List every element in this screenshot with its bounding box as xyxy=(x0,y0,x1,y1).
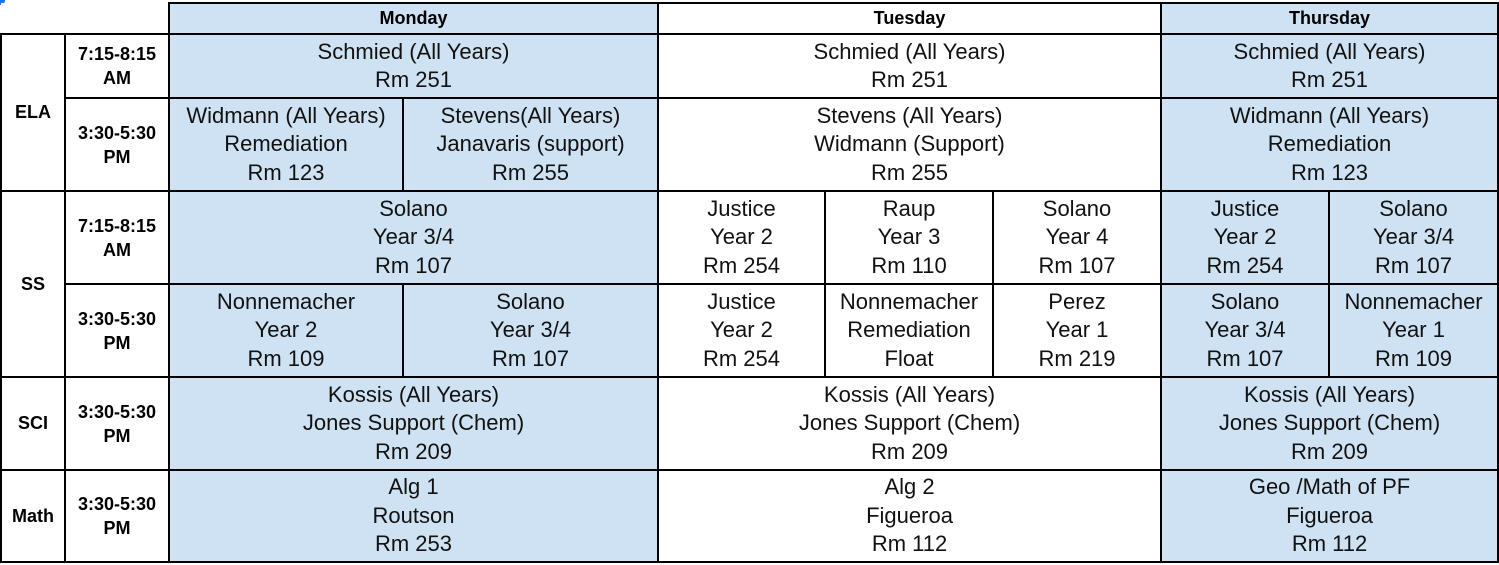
cell-line: Alg 2 xyxy=(884,474,935,500)
time-period: AM xyxy=(103,239,131,260)
time-slot xyxy=(65,34,169,98)
cell-line: Rm 253 xyxy=(374,531,453,557)
cell-line: Rm 112 xyxy=(1291,531,1368,557)
session-cell[interactable] xyxy=(169,284,403,377)
cell-line: Janavaris (support) xyxy=(436,131,625,157)
cell-line: Rm 107 xyxy=(1038,252,1116,278)
cell-line: Rm 251 xyxy=(871,67,949,92)
cell-line: Solano xyxy=(496,288,565,314)
subject-math: Math xyxy=(1,470,65,562)
cell-line: Year 2 xyxy=(710,317,773,343)
cell-line: Solano xyxy=(1042,195,1112,221)
cell-line: Rm 254 xyxy=(702,345,781,371)
cell-line: Rm 107 xyxy=(491,345,570,371)
session-cell[interactable] xyxy=(1161,34,1498,98)
session-cell[interactable] xyxy=(169,34,658,98)
cell-line: Rm 209 xyxy=(1291,438,1369,464)
subject-sci: SCI xyxy=(1,377,65,470)
session-cell[interactable] xyxy=(658,377,1161,470)
time-period: AM xyxy=(103,68,131,88)
header-corner xyxy=(1,3,169,34)
session-cell[interactable] xyxy=(1161,98,1498,191)
cell-line: Rm 209 xyxy=(374,438,453,464)
cell-line: Year 2 xyxy=(254,317,318,343)
cell-line: Schmied (All Years) xyxy=(1233,38,1426,64)
cell-line: Rm 109 xyxy=(1375,345,1453,371)
cell-line: Geo /Math of PF xyxy=(1248,474,1411,500)
header-thursday: Thursday xyxy=(1161,3,1498,34)
session-cell[interactable] xyxy=(658,470,1161,562)
cell-line: Solano xyxy=(379,195,448,221)
session-cell[interactable] xyxy=(825,191,993,284)
cell-line: Schmied (All Years) xyxy=(813,38,1006,64)
time-range: 7:15-8:15 xyxy=(77,44,157,64)
cell-line: Nonnemacher xyxy=(839,288,979,314)
cell-line: Year 3/4 xyxy=(1372,224,1455,250)
cell-line: Rm 219 xyxy=(1038,345,1116,371)
time-slot xyxy=(65,470,169,562)
table-row xyxy=(1,98,1498,191)
cell-line: Rm 123 xyxy=(247,159,325,185)
cell-line: Remediation xyxy=(224,131,348,157)
cell-line: Year 3 xyxy=(877,224,941,250)
cell-line: Remediation xyxy=(847,317,971,343)
cell-line: Year 3/4 xyxy=(1204,317,1286,343)
session-cell[interactable] xyxy=(658,284,825,377)
cell-line: Stevens(All Years) xyxy=(440,102,621,128)
cell-line: Justice xyxy=(707,288,776,314)
time-range: 3:30-5:30 xyxy=(77,122,157,143)
session-cell[interactable] xyxy=(169,470,658,562)
cell-line: Year 3/4 xyxy=(372,224,455,250)
cell-line: Alg 1 xyxy=(388,474,439,500)
session-cell[interactable] xyxy=(1161,377,1498,470)
cell-line: Year 1 xyxy=(1045,317,1109,343)
time-slot xyxy=(65,98,169,191)
cell-line: Rm 251 xyxy=(1291,67,1369,92)
table-row xyxy=(1,34,1498,98)
cell-line: Rm 255 xyxy=(871,159,949,185)
time-period: PM xyxy=(103,146,131,167)
time-slot xyxy=(65,284,169,377)
cell-line: Rm 112 xyxy=(871,531,948,557)
session-cell[interactable] xyxy=(403,284,658,377)
cell-line: Rm 255 xyxy=(491,159,570,185)
cell-line: Schmied (All Years) xyxy=(317,38,510,64)
cell-line: Year 1 xyxy=(1382,317,1445,343)
header-tuesday: Tuesday xyxy=(658,3,1161,34)
cell-line: Jones Support (Chem) xyxy=(1218,410,1441,436)
cell-line: Nonnemacher xyxy=(216,288,356,314)
cell-line: Routson xyxy=(372,502,455,528)
time-period: PM xyxy=(103,425,131,446)
cell-line: Float xyxy=(884,345,934,371)
cell-line: Rm 107 xyxy=(374,252,453,278)
schedule-table xyxy=(0,2,1499,563)
cell-line: Rm 209 xyxy=(871,438,949,464)
subject-ela: ELA xyxy=(1,34,65,191)
session-cell[interactable] xyxy=(1161,470,1498,562)
time-range: 3:30-5:30 xyxy=(77,308,157,329)
cell-line: Figueroa xyxy=(866,502,953,528)
cell-line: Rm 254 xyxy=(702,252,781,278)
header-row xyxy=(1,3,1498,34)
session-cell[interactable] xyxy=(1329,284,1498,377)
session-cell[interactable] xyxy=(1161,191,1329,284)
cell-line: Kossis (All Years) xyxy=(823,381,996,407)
cell-line: Year 2 xyxy=(710,224,773,250)
cell-line: Rm 107 xyxy=(1375,252,1453,278)
time-range: 7:15-8:15 xyxy=(77,215,157,236)
time-period: PM xyxy=(103,332,131,353)
cell-line: Year 2 xyxy=(1213,224,1277,250)
table-row xyxy=(1,284,1498,377)
cell-line: Widmann (All Years) xyxy=(186,102,386,128)
session-cell[interactable] xyxy=(169,191,658,284)
table-row xyxy=(1,191,1498,284)
session-cell[interactable] xyxy=(169,98,403,191)
cell-line: Rm 251 xyxy=(374,67,453,92)
cell-line: Rm 110 xyxy=(871,252,947,278)
cell-line: Raup xyxy=(882,195,936,221)
cell-line: Rm 254 xyxy=(1206,252,1284,278)
table-row xyxy=(1,377,1498,470)
cell-line: Figueroa xyxy=(1286,502,1373,528)
time-period: PM xyxy=(103,518,131,538)
cell-line: Kossis (All Years) xyxy=(327,381,500,407)
cell-line: Solano xyxy=(1210,288,1280,314)
cell-line: Year 4 xyxy=(1045,224,1109,250)
session-cell[interactable] xyxy=(993,284,1161,377)
time-range: 3:30-5:30 xyxy=(77,401,157,422)
cell-line: Stevens (All Years) xyxy=(816,102,1003,128)
session-cell[interactable] xyxy=(825,284,993,377)
session-cell[interactable] xyxy=(993,191,1161,284)
cell-line: Solano xyxy=(1379,195,1448,221)
session-cell[interactable] xyxy=(658,34,1161,98)
time-slot xyxy=(65,377,169,470)
cell-line: Justice xyxy=(707,195,776,221)
cell-line: Rm 107 xyxy=(1206,345,1284,371)
cell-line: Kossis (All Years) xyxy=(1243,381,1416,407)
cell-line: Year 3/4 xyxy=(489,317,572,343)
cell-line: Justice xyxy=(1210,195,1280,221)
cell-line: Remediation xyxy=(1267,131,1392,157)
cell-line: Nonnemacher xyxy=(1344,288,1483,314)
session-cell[interactable] xyxy=(658,191,825,284)
header-monday: Monday xyxy=(169,3,658,34)
table-row xyxy=(1,470,1498,562)
cell-line: Widmann (Support) xyxy=(814,131,1005,157)
session-cell[interactable] xyxy=(169,377,658,470)
cell-line: Rm 123 xyxy=(1291,159,1369,185)
cell-line: Perez xyxy=(1048,288,1106,314)
time-range: 3:30-5:30 xyxy=(77,494,157,514)
session-cell[interactable] xyxy=(658,98,1161,191)
time-slot xyxy=(65,191,169,284)
session-cell[interactable] xyxy=(1161,284,1329,377)
subject-ss: SS xyxy=(1,191,65,377)
cell-line: Jones Support (Chem) xyxy=(798,410,1021,436)
session-cell[interactable] xyxy=(403,98,658,191)
cell-line: Jones Support (Chem) xyxy=(302,410,525,436)
cell-line: Widmann (All Years) xyxy=(1229,102,1430,128)
cell-line: Rm 109 xyxy=(247,345,325,371)
session-cell[interactable] xyxy=(1329,191,1498,284)
